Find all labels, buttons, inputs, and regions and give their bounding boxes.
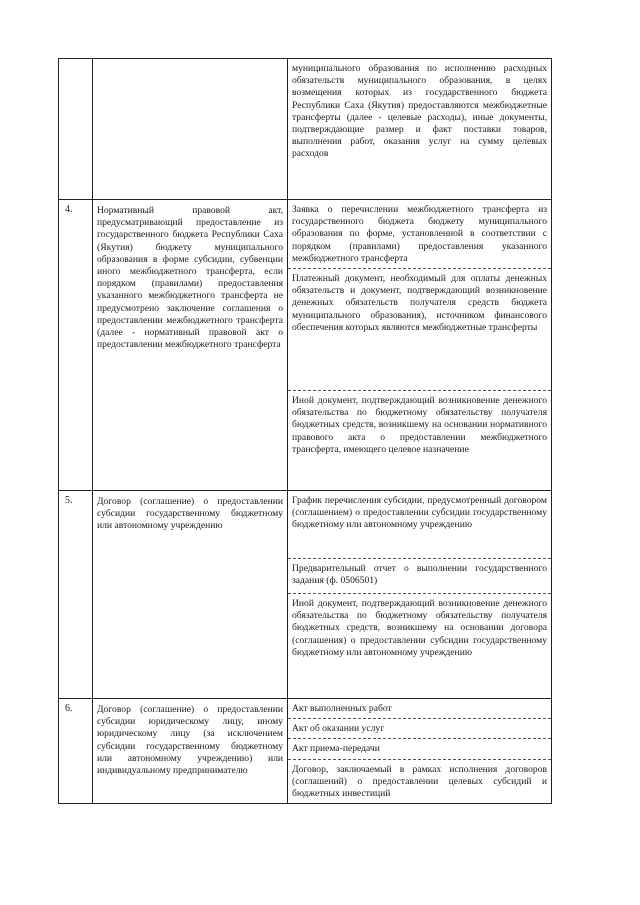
row-documents (288, 699, 552, 804)
document-item: Заявка о перечислении межбюджетного трансферта из государственного бюджета бюджету муниципального образования по форме, установленной в соответствии с порядком (правилами) предоставления указанного межбюджетного трансферта (288, 200, 551, 269)
table-row (59, 200, 552, 491)
row-description: Нормативный правовой акт, предусматривающий предоставление из государственного бюджета Республики Саха (Якутия) бюджету муниципального образования в форме субсидии, субвенции иного межбюджетного трансферта, если порядком (правилами) предоставления указанного межбюджетного трансферта не предусмотрено заключение соглашения о предоставлении межбюджетного трансферта (далее - нормативный правовой акт о предоставлении межбюджетного трансферта (93, 200, 288, 491)
row-number: 5. (59, 491, 93, 699)
document-item: Предварительный отчет о выполнении государственного задания (ф. 0506501) (288, 559, 551, 594)
document-item: муниципального образования по исполнению расходных обязательств муниципального образования, в целях возмещения которых из государственного бюджета Республики Саха (Якутия) предоставляются межбюджетные трансферты (далее - целевые расходы), иные документы, подтверждающие размер и факт поставки товаров, выполнения работ, оказания услуг на сумму целевых расходов (292, 63, 547, 160)
document-item: Иной документ, подтверждающий возникновение денежного обязательства по бюджетному обязательству получателя бюджетных средств, возникшему на основании нормативного правового акта о предоставлении межбюджетного трансферта, имеющего целевое назначение (292, 395, 547, 455)
table-row (59, 491, 552, 699)
document-item: Платежный документ, необходимый для оплаты денежных обязательств и документ, подтверждающий возникновение денежных обязательств получателя средств бюджета муниципального образования), источником финансового обеспечения которых являются межбюджетные трансферты (288, 269, 551, 391)
row-documents (288, 200, 552, 491)
row-number (59, 59, 93, 200)
row-description (93, 59, 288, 200)
row-description: Договор (соглашение) о предоставлении субсидии государственному бюджетному или автономному учреждению (93, 491, 288, 699)
row-documents (288, 59, 552, 200)
row-number: 6. (59, 699, 93, 804)
table-row (59, 59, 552, 200)
row-description: Договор (соглашение) о предоставлении субсидии юридическому лицу, иному юридическому лицу (за исключением субсидии государственному бюджетному или автономному учреждению) или индивидуальному предпринимателю (93, 699, 288, 804)
document-item: Акт приема-передачи (288, 739, 551, 759)
document-item: Акт об оказании услуг (288, 719, 551, 739)
row-number: 4. (59, 200, 93, 491)
document-item: Иной документ, подтверждающий возникновение денежного обязательства по бюджетному обязательству получателя бюджетных средств, возникшему на основании договора (соглашения) о предоставлении субсидии государственному бюджетному или автономному учреждению (292, 598, 547, 658)
document-item: Договор, заключаемый в рамках исполнения договоров (соглашений) о предоставлении целевых субсидий и бюджетных инвестиций (292, 763, 547, 800)
documents-table (58, 58, 552, 804)
document-item: График перечисления субсидии, предусмотренный договором (соглашением) о предоставлении субсидии государственному бюджетному или автономному учреждению (288, 491, 551, 559)
table-row (59, 699, 552, 804)
row-documents (288, 491, 552, 699)
document-item: Акт выполненных работ (288, 699, 551, 719)
